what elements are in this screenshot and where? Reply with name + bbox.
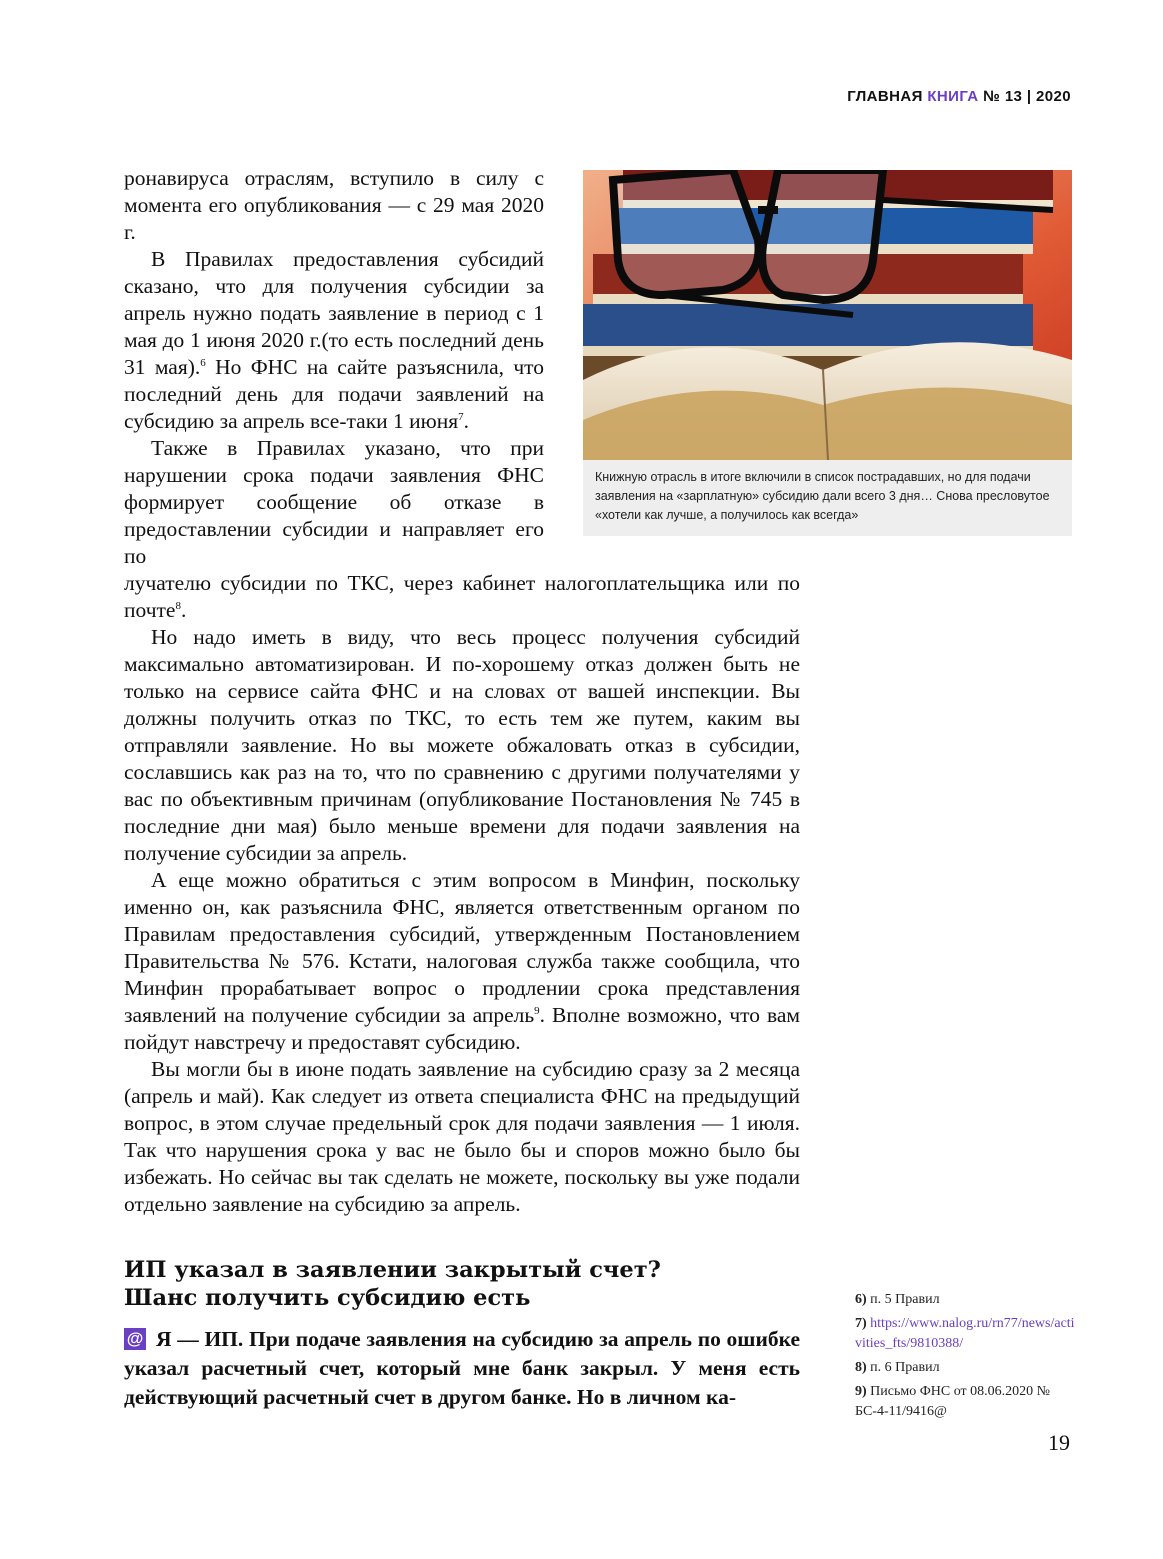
footnotes	[855, 1290, 1075, 1426]
brand-accent: КНИГА	[927, 88, 979, 105]
paragraph-2	[124, 246, 544, 435]
footnote-number: 9)	[855, 1384, 867, 1399]
paragraph-4: Но надо иметь в виду, что весь процесс получения субсидий максимально автоматизирован. И по-хорошему отказ должен быть не только на сервисе сайта ФНС и на словах от вашей инспекции. Вы должны получить отказ по ТКС, то есть тем же путем, каким вы отправляли заявление. Но вы можете обжаловать отказ в субсидии, сославшись как раз на то, что по сравнению с другими получателями у вас по объективным причинам (опубликование Постановления № 745 в последние дни мая) было меньше времени для подачи заявления на получение субсидии за апрель.	[124, 625, 800, 865]
paragraph-5-end: . Вполне возможно, что вам пойдут навстречу и предоставят субсидию.	[124, 1003, 800, 1054]
figure-caption: Книжную отрасль в итоге включили в список пострадавших, но для подачи заявления на «зарплатную» субсидию дали всего 3 дня… Снова пресловутое «хотели как лучше, а получилось как всегда»	[595, 470, 1050, 522]
paragraph-2-text: В Правилах предоставления субсидий сказано, что для получения субсидии за апрель нужно подать заявление в период с 1 мая до 1 июня 2020 г.(то есть последний день 31 мая).	[124, 247, 544, 379]
section-heading-line-1: ИП указал в заявлении закрытый счет?	[124, 1257, 661, 1283]
paragraph-1: ронавируса отраслям, вступило в силу с момента его опубликования — с 29 мая 2020 г.	[124, 166, 544, 244]
footnote-ref-7[interactable]: 7	[458, 410, 464, 423]
page-number: 19	[1048, 1430, 1070, 1455]
paragraph-3-end: .	[180, 598, 187, 622]
page-header	[847, 88, 1071, 105]
paragraph-2-end: .	[463, 409, 469, 433]
footnote-ref-6[interactable]: 6	[200, 356, 206, 369]
footnote-number: 7)	[855, 1316, 867, 1331]
at-icon: @	[124, 1328, 146, 1350]
footnote-number: 8)	[855, 1360, 867, 1375]
issue-number: № 13 | 2020	[983, 88, 1071, 105]
paragraph-3-wide	[124, 570, 800, 624]
section-heading	[124, 1256, 800, 1312]
reader-question	[124, 1325, 800, 1412]
article-figure	[583, 170, 1072, 536]
paragraph-3-narrow: Также в Правилах указано, что при нарушении срока подачи заявления ФНС формирует сообщение об отказе в предоставлении субсидии и направляет его по	[124, 436, 544, 568]
books-and-glasses-photo	[583, 170, 1072, 460]
footnote-ref-9[interactable]: 9	[534, 1004, 540, 1017]
footnote-number: 6)	[855, 1292, 867, 1307]
article-column-top	[124, 165, 544, 570]
footnote-9	[855, 1382, 1075, 1422]
footnote-text: Письмо ФНС от 08.06.2020 № БС-4-11/9416@	[855, 1384, 1051, 1419]
footnote-text: п. 6 Правил	[870, 1360, 940, 1375]
footnote-link[interactable]: https://www.nalog.ru/rn77/news/activities_fts/9810388/	[855, 1316, 1075, 1351]
brand-main: ГЛАВНАЯ	[847, 88, 923, 105]
paragraph-5-text: А еще можно обратиться с этим вопросом в Минфин, поскольку именно он, как разъяснила ФНС, является ответственным органом по Правилам предоставления субсидий, утвержденным Постановлением Правительства № 576. Кстати, налоговая служба также сообщила, что Минфин прорабатывает вопрос о продлении срока представления заявлений на получение субсидии за апрель	[124, 868, 800, 1027]
section-heading-line-2: Шанс получить субсидию есть	[124, 1285, 531, 1311]
question-text: Я — ИП. При подаче заявления на субсидию за апрель по ошибке указал расчетный счет, который мне банк закрыл. У меня есть действующий расчетный счет в другом банке. Но в личном ка-	[124, 1327, 800, 1409]
footnote-ref-8[interactable]: 8	[175, 599, 181, 612]
footnote-7	[855, 1314, 1075, 1354]
footnote-8	[855, 1358, 1075, 1378]
paragraph-5	[124, 867, 800, 1056]
paragraph-6: Вы могли бы в июне подать заявление на субсидию сразу за 2 месяца (апрель и май). Как следует из ответа специалиста ФНС на предыдущий вопрос, в этом случае предельный срок для подачи заявления — 1 июля. Так что нарушения срока у вас не было бы и споров можно было бы избежать. Но сейчас вы так сделать не можете, поскольку вы уже подали отдельно заявление на субсидию за апрель.	[124, 1057, 800, 1216]
footnote-6	[855, 1290, 1075, 1310]
article-column-main	[124, 570, 800, 1218]
paragraph-3-wide-text: лучателю субсидии по ТКС, через кабинет налогоплательщика или по почте	[124, 571, 800, 622]
paragraph-2-cont: Но ФНС на сайте разъяснила, что последний день для подачи заявлений на субсидию за апрель все-таки 1 июня	[124, 355, 544, 433]
footnote-text: п. 5 Правил	[870, 1292, 940, 1307]
